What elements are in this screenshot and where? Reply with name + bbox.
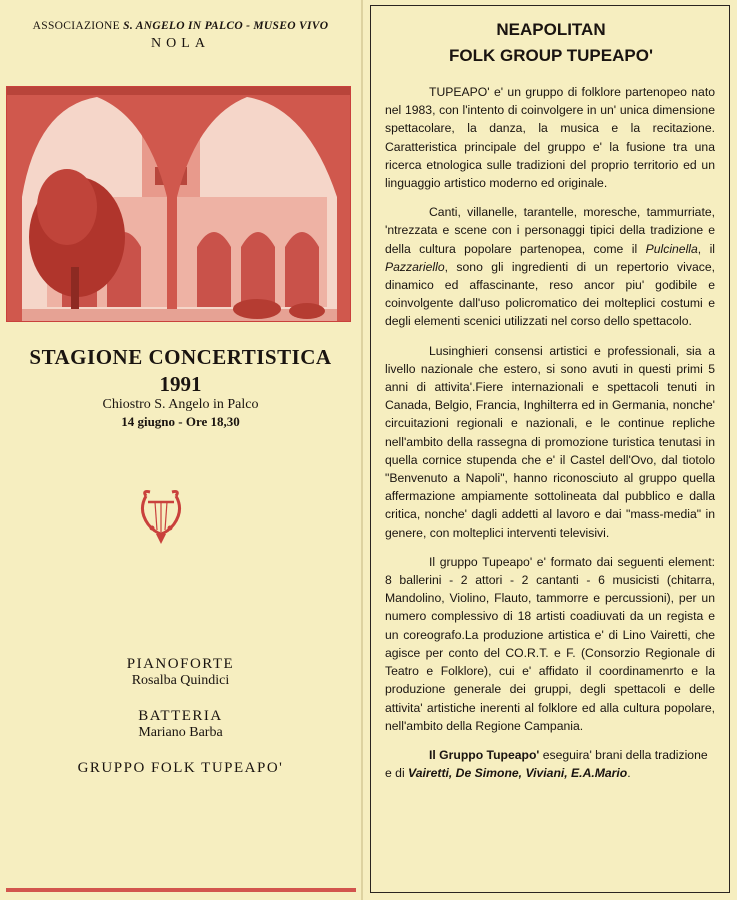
group-title-line1: NEAPOLITAN bbox=[496, 20, 606, 39]
performer-name: Rosalba Quindici bbox=[131, 673, 230, 688]
city-name: NOLA bbox=[151, 36, 210, 51]
association-header bbox=[0, 20, 361, 32]
cover-panel bbox=[0, 0, 361, 900]
composer-names: Vairetti, De Simone, Viviani, E.A.Mario bbox=[408, 766, 628, 781]
paragraph-program bbox=[385, 746, 715, 782]
performer-name: Mariano Barba bbox=[138, 725, 223, 740]
paragraph-achievements: Lusinghieri consensi artistici e professionali, sia a livello nazionale che estero, si sono avuti in questi primi 5 anni di attivita'.Fiere internazionali e spettacoli tenuti in Canada, Belgio, Francia, Inghilterra ed in Germania, nonche' circuitazioni regionali e nazionali, e le continue repliche nell'ambito della rassegna di promozione turistica tenutasi in quella cornice stupenda che e' il Castel dell'Ovo, dal tiotolo "Benvenuto a Napoli", hanno riconosciuto al gruppo quella affermazione ampiamente sottolineata dal pubblico e dalla critica, nonche' dagli addetti al lavoro e dai "mass-media" in genere, con molteplici interventi televisivi. bbox=[385, 343, 715, 540]
cloister-photo bbox=[6, 86, 351, 322]
performer-role: PIANOFORTE bbox=[126, 656, 235, 672]
performer-drums bbox=[0, 708, 361, 741]
repertoire-rest: , sono gli ingredienti di un repertorio vivace, dinamico ed affascinante, reso ancor piu' godibile e coinvolgente dall'uso policromatico dei molteplici costumi e degli elementi scenici utilizzati nel corso dello spettacolo. bbox=[385, 259, 715, 329]
paragraph-repertoire bbox=[385, 203, 715, 330]
description-body bbox=[385, 83, 715, 793]
repertoire-sep: , il bbox=[697, 241, 716, 256]
cloister-illustration bbox=[7, 87, 351, 322]
association-name: S. ANGELO IN PALCO - MUSEO VIVO bbox=[123, 20, 329, 32]
performer-folk-group bbox=[0, 760, 361, 777]
paragraph-members: Il gruppo Tupeapo' e' formato dai seguenti element: 8 ballerini - 2 attori - 2 cantanti - 6 musicisti (chitarra, Mandolino, Violino, Flauto, tammorre e percussioni), per un numero complessivo di 18 artisti coadiuvati da un regista e un coreografo.La produzione artistica e' di Lino Vairetti, che agisce per conto del CO.R.T. e F. (Consorzio Regionale di Teatro e Folklore), cui e' affidato il coordinamenrto e la produzione generale dei gruppi, degli spettacoli e delle attivita' artistiche inerenti al folklore ed alla cultura popolare, nell'ambito della Regione Campania. bbox=[385, 554, 715, 733]
concert-venue: Chiostro S. Angelo in Palco bbox=[102, 397, 259, 412]
pulcinella: Pulcinella bbox=[645, 241, 698, 256]
lyre-icon bbox=[136, 488, 186, 548]
group-title-line2: FOLK GROUP TUPEAPO' bbox=[449, 46, 653, 65]
fold-line bbox=[361, 0, 363, 900]
group-description-panel bbox=[370, 5, 730, 893]
season-title: STAGIONE CONCERTISTICA bbox=[29, 345, 332, 369]
concert-date: 14 giugno - Ore 18,30 bbox=[121, 414, 240, 429]
program-end: . bbox=[627, 766, 631, 781]
performer-piano bbox=[0, 656, 361, 689]
season-year: 1991 bbox=[159, 372, 202, 396]
decorative-rule bbox=[6, 888, 356, 892]
repertoire-text: Canti, villanelle, tarantelle, moresche, tammurriate, 'ntrezzata e scene con i personaggi tipici della tradizione e della cultura popolare partenopea, come il bbox=[385, 205, 715, 256]
pazzariello: Pazzariello bbox=[385, 259, 445, 274]
performer-role: BATTERIA bbox=[138, 708, 223, 724]
group-name: Il Gruppo Tupeapo' bbox=[429, 747, 540, 762]
program-text: eseguira' brani della tradizione e di bbox=[385, 747, 708, 781]
paragraph-intro: TUPEAPO' e' un gruppo di folklore partenopeo nato nel 1983, con l'intento di coinvolgere in un' unica dimensione spettacolare, la danza, la musica e la recitazione. Caratteristica principale del gruppo e' la fusione tra una ricerca etnologica sulle tradizioni del proprio territorio ed un linguaggio artistico moderno ed originale. bbox=[385, 85, 715, 191]
association-prefix: ASSOCIAZIONE bbox=[32, 20, 120, 32]
performer-role: GRUPPO FOLK TUPEAPO' bbox=[77, 760, 284, 776]
